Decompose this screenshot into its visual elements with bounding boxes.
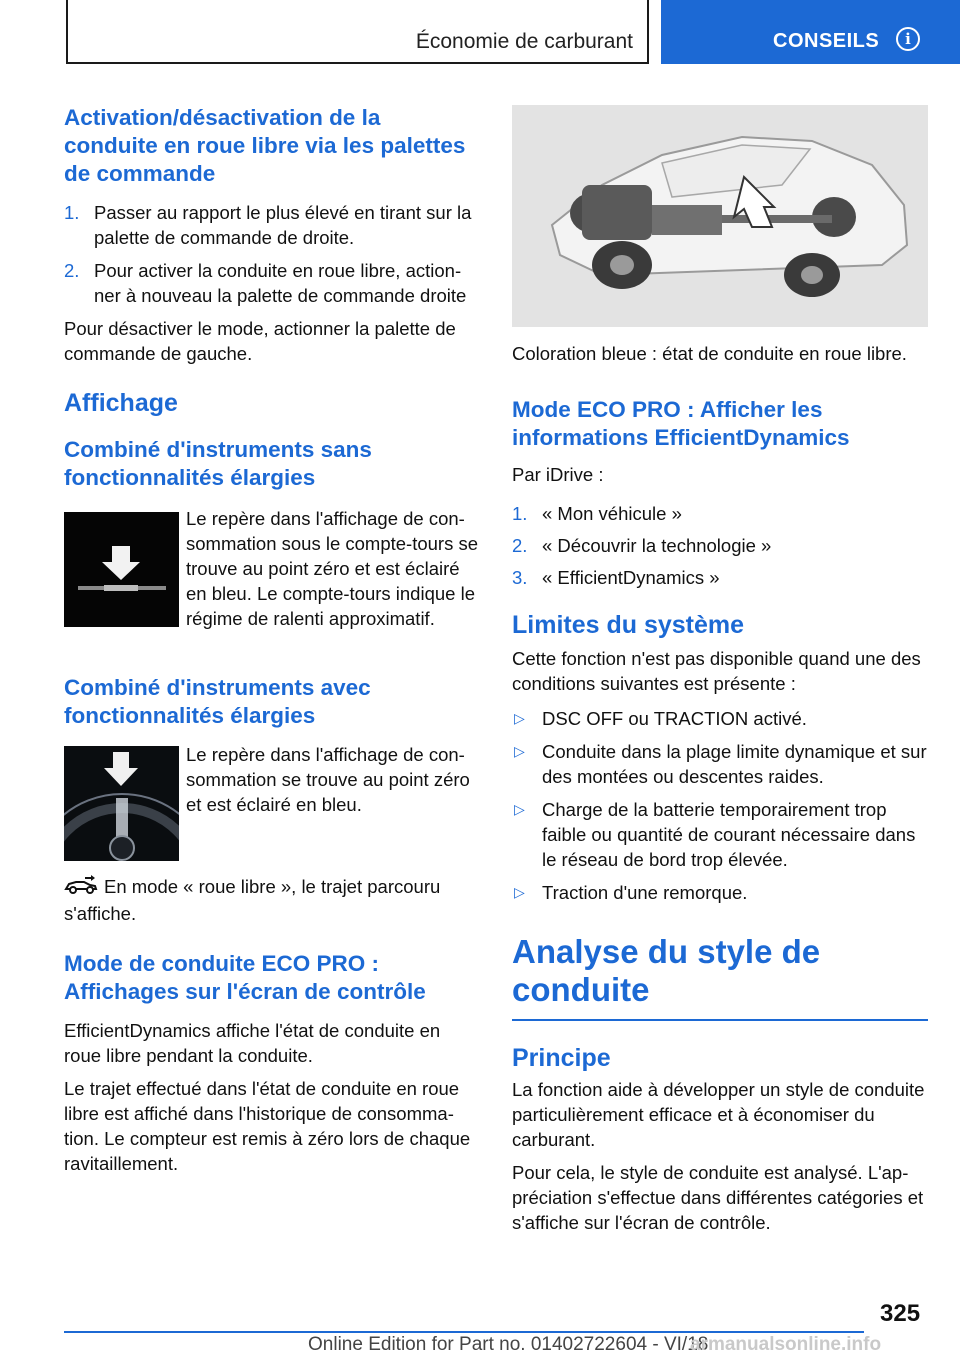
list-item	[512, 739, 928, 789]
step-text: Pour activer la conduite en roue libre, actionner à nouveau la palette de commande droite	[94, 260, 467, 306]
list-item	[64, 200, 480, 250]
step-text: « Mon véhicule »	[542, 503, 682, 524]
eco-display-heading: Mode de conduite ECO PRO : Affichages sur l'écran de contrôle	[64, 951, 426, 1004]
header-tab-conseils[interactable]	[661, 0, 960, 64]
principe-heading: Principe	[512, 1044, 611, 1072]
coasting-car-diagram	[512, 105, 928, 327]
coast-paragraph	[64, 874, 480, 926]
page-number: 325	[880, 1300, 921, 1327]
sans-block	[64, 506, 480, 646]
analyse-heading: Analyse du style de conduite	[512, 933, 821, 1008]
principe-text-2: Pour cela, le style de conduite est analysé. L'appréciation s'effectue dans différentes catégories et s'affiche sur l'écran de contrôle.	[512, 1162, 924, 1233]
right-column	[512, 102, 928, 1235]
avec-heading: Combiné d'instruments avec fonctionnalités élargies	[64, 675, 371, 728]
avec-text: Le repère dans l'affichage de consommation se trouve au point zéro et est éclairé en bleu.	[186, 744, 470, 815]
eco-display-text-2: Le trajet effectué dans l'état de conduite en roue libre est affiché dans l'historique de consommation. Le compteur est remis à zéro lors de chaque ravitaillement.	[64, 1078, 471, 1174]
info-icon: i	[896, 27, 920, 51]
affichage-heading: Affichage	[64, 389, 178, 417]
step-number: 2.	[64, 260, 80, 281]
coast-text: En mode « roue libre », le trajet parcouru s'affiche.	[64, 876, 441, 924]
step-text: « EfficientDynamics »	[542, 567, 720, 588]
left-column	[64, 102, 480, 1176]
footer-divider	[64, 1331, 864, 1333]
triangle-bullet-icon: ▷	[514, 710, 525, 726]
step-number: 1.	[64, 202, 80, 223]
footer-edition: Online Edition for Part no. 01402722604 - VI/18	[308, 1334, 709, 1355]
watermark: armanualsonline.info	[690, 1334, 882, 1355]
sans-text: Le repère dans l'affichage de consommation sous le compte-tours se trouve au point zéro et est éclairé en bleu. Le compte-tours indique le régime de ralenti approximatif.	[186, 508, 479, 629]
idrive-text: Par iDrive :	[512, 464, 604, 485]
deactivate-text: Pour désactiver le mode, actionner la palette de commande de gauche.	[64, 318, 456, 364]
list-item	[512, 880, 928, 905]
sans-heading: Combiné d'instruments sans fonctionnalités élargies	[64, 437, 372, 490]
step-text: Passer au rapport le plus élevé en tirant sur la palette de commande de droite.	[94, 202, 472, 248]
limit-text: Charge de la batterie temporairement trop faible ou quantité de courant nécessaire dans le réseau de bord trop élevée.	[542, 799, 916, 870]
step-text: « Découvrir la technologie »	[542, 535, 772, 556]
list-item	[512, 797, 928, 872]
principe-text-1: La fonction aide à développer un style de conduite particulièrement efficace et à économiser du carburant.	[512, 1079, 925, 1150]
header-tab-label: CONSEILS	[773, 30, 880, 52]
step-number: 3.	[512, 567, 528, 588]
avec-block	[64, 742, 480, 864]
triangle-bullet-icon: ▷	[514, 743, 525, 759]
limit-text: Conduite dans la plage limite dynamique et sur des montées ou descentes raides.	[542, 741, 927, 787]
header-section-title: Économie de carburant	[415, 30, 633, 53]
instrument-cluster-basic-image	[64, 512, 179, 627]
list-item	[64, 258, 480, 308]
list-item	[512, 706, 928, 731]
list-item	[512, 565, 928, 590]
list-item	[512, 533, 928, 558]
eco-info-heading: Mode ECO PRO : Afficher les informations EfficientDynamics	[512, 397, 850, 450]
triangle-bullet-icon: ▷	[514, 884, 525, 900]
activation-steps	[64, 200, 480, 308]
coasting-car-icon	[64, 875, 98, 901]
step-number: 1.	[512, 503, 528, 524]
limits-list	[512, 706, 928, 905]
list-item	[512, 501, 928, 526]
limits-intro: Cette fonction n'est pas disponible quand une des conditions suivantes est présente :	[512, 648, 921, 694]
limit-text: Traction d'une remorque.	[542, 882, 748, 903]
step-number: 2.	[512, 535, 528, 556]
section-divider	[512, 1019, 928, 1021]
triangle-bullet-icon: ▷	[514, 801, 525, 817]
instrument-cluster-extended-image	[64, 746, 179, 861]
limits-heading: Limites du système	[512, 611, 745, 639]
eco-display-text-1: EfficientDynamics affiche l'état de conduite en roue libre pendant la conduite.	[64, 1020, 441, 1066]
limit-text: DSC OFF ou TRACTION activé.	[542, 708, 807, 729]
activation-heading: Activation/désactivation de la conduite en roue libre via les palettes de commande	[64, 105, 466, 186]
header-section-box	[66, 0, 649, 64]
diagram-caption: Coloration bleue : état de conduite en roue libre.	[512, 343, 907, 364]
idrive-steps	[512, 501, 928, 590]
